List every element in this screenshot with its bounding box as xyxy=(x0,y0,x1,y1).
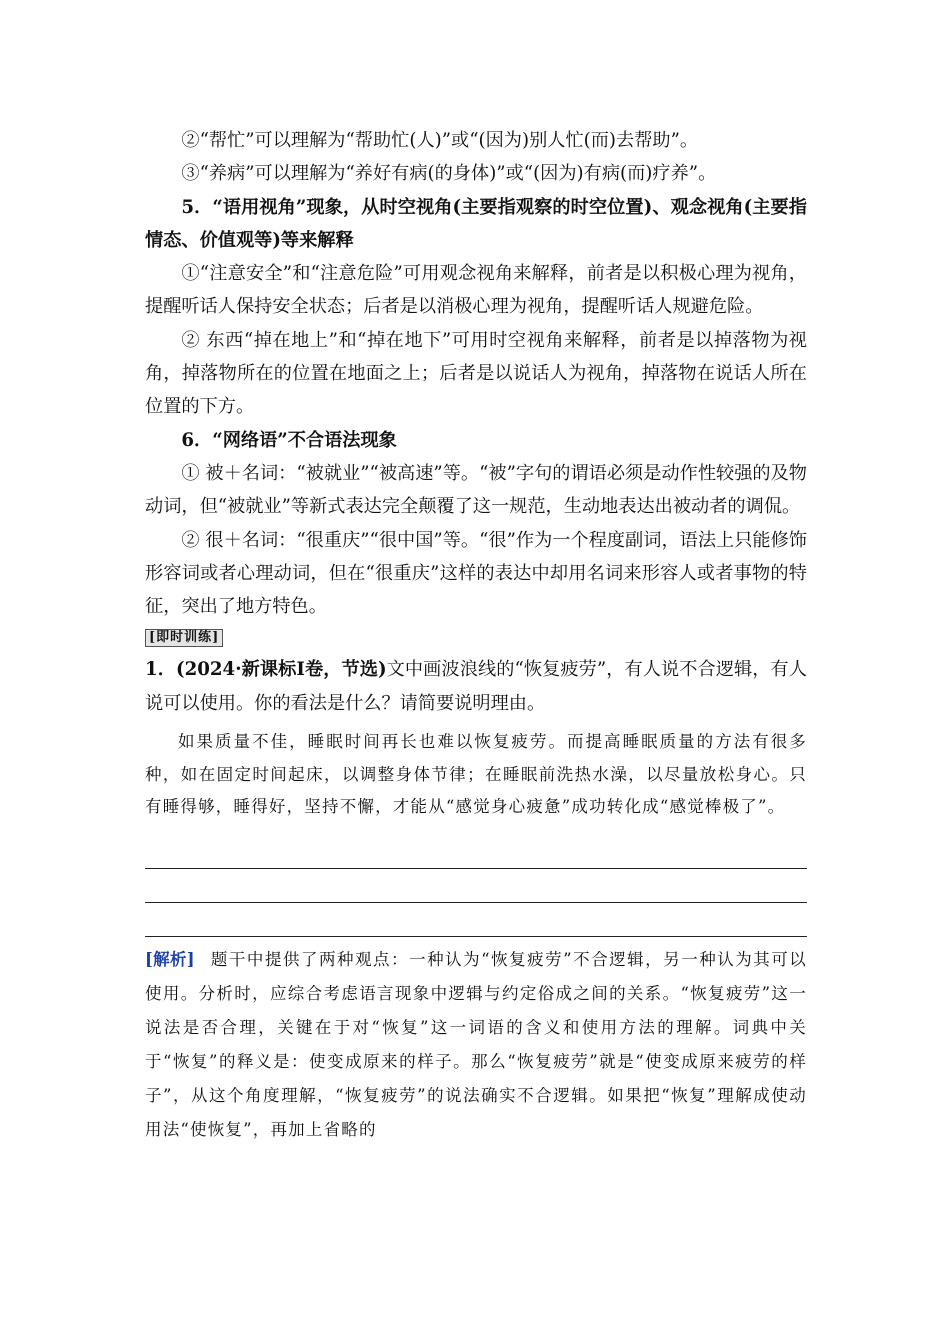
answer-area[interactable] xyxy=(145,844,807,937)
analysis-text: 题干中提供了两种观点：一种认为“恢复疲劳”不合逻辑，另一种认为其可以使用。分析时，应综合考虑语言现象中逻辑与约定俗成之间的关系。“恢复疲劳”这一说法是否合理，关键在于对“恢复”这一词语的含义和使用方法的理解。词典中关于“恢复”的释义是：使变成原来的样子。那么“恢复疲劳”就是“使变成原来疲劳的样子”，从这个角度理解，“恢复疲劳”的说法确实不合逻辑。如果把“恢复”理解成使动用法“使恢复”，再加上省略的 xyxy=(145,949,808,1139)
answer-line[interactable] xyxy=(145,869,807,903)
analysis-tag: [解析] xyxy=(145,949,195,969)
paragraph-yangbing: ③“养病”可以理解为“养好有病(的身体)”或“(因为)有病(而)疗养”。 xyxy=(181,163,717,185)
answer-line[interactable] xyxy=(145,844,807,869)
practice-badge: [即时训练] xyxy=(145,629,223,647)
document-page xyxy=(145,124,807,1147)
heading-section-6: 6．“网络语”不合语法现象 xyxy=(181,429,397,451)
paragraph-bei-noun: ① 被＋名词：“被就业”“被高速”等。“被”字句的谓语必须是动作性较强的及物动词，但“被就业”等新式表达完全颠覆了这一规范，生动地表达出被动者的调侃。 xyxy=(145,462,807,518)
question-passage: 如果质量不佳，睡眠时间再长也难以恢复疲劳。而提高睡眠质量的方法有很多种，如在固定时间起床，以调整身体节律；在睡眠前洗热水澡，以尽量放松身心。只有睡得够，睡得好，坚持不懈，才能从“感觉身心疲惫”成功转化成“感觉棒极了”。 xyxy=(145,732,807,817)
paragraph-hen-noun: ② 很＋名词：“很重庆”“很中国”等。“很”作为一个程度副词，语法上只能修饰形容词或者心理动词，但在“很重庆”这样的表达中却用名词来形容人或者事物的特征，突出了地方特色。 xyxy=(145,529,807,618)
paragraph-bangmang: ②“帮忙”可以理解为“帮助忙(人)”或“(因为)别人忙(而)去帮助”。 xyxy=(181,130,699,151)
paragraph-attention-safety: ①“注意安全”和“注意危险”可用观念视角来解释，前者是以积极心理为视角，提醒听话人保持安全状态；后者是以消极心理为视角，提醒听话人规避危险。 xyxy=(145,263,807,318)
question-text: 文中画波浪线的“恢复疲劳”，有人说不合逻辑，有人说可以使用。你的看法是什么？请简要说明理由。 xyxy=(145,659,807,714)
question-source: 1．(2024·新课标Ⅰ卷，节选) xyxy=(145,659,387,681)
analysis-paragraph xyxy=(145,943,807,1147)
paragraph-fall-ground: ② 东西“掉在地上”和“掉在地下”可用时空视角来解释，前者是以掉落物为视角，掉落物所在的位置在地面之上；后者是以说话人为视角，掉落物在说话人所在位置的下方。 xyxy=(145,329,807,418)
practice-badge-row xyxy=(145,623,807,651)
answer-line[interactable] xyxy=(145,903,807,937)
heading-section-5: 5．“语用视角”现象，从时空视角(主要指观察的时空位置)、观念视角(主要指情态、价值观等)等来解释 xyxy=(145,196,807,251)
practice-question xyxy=(145,653,807,720)
